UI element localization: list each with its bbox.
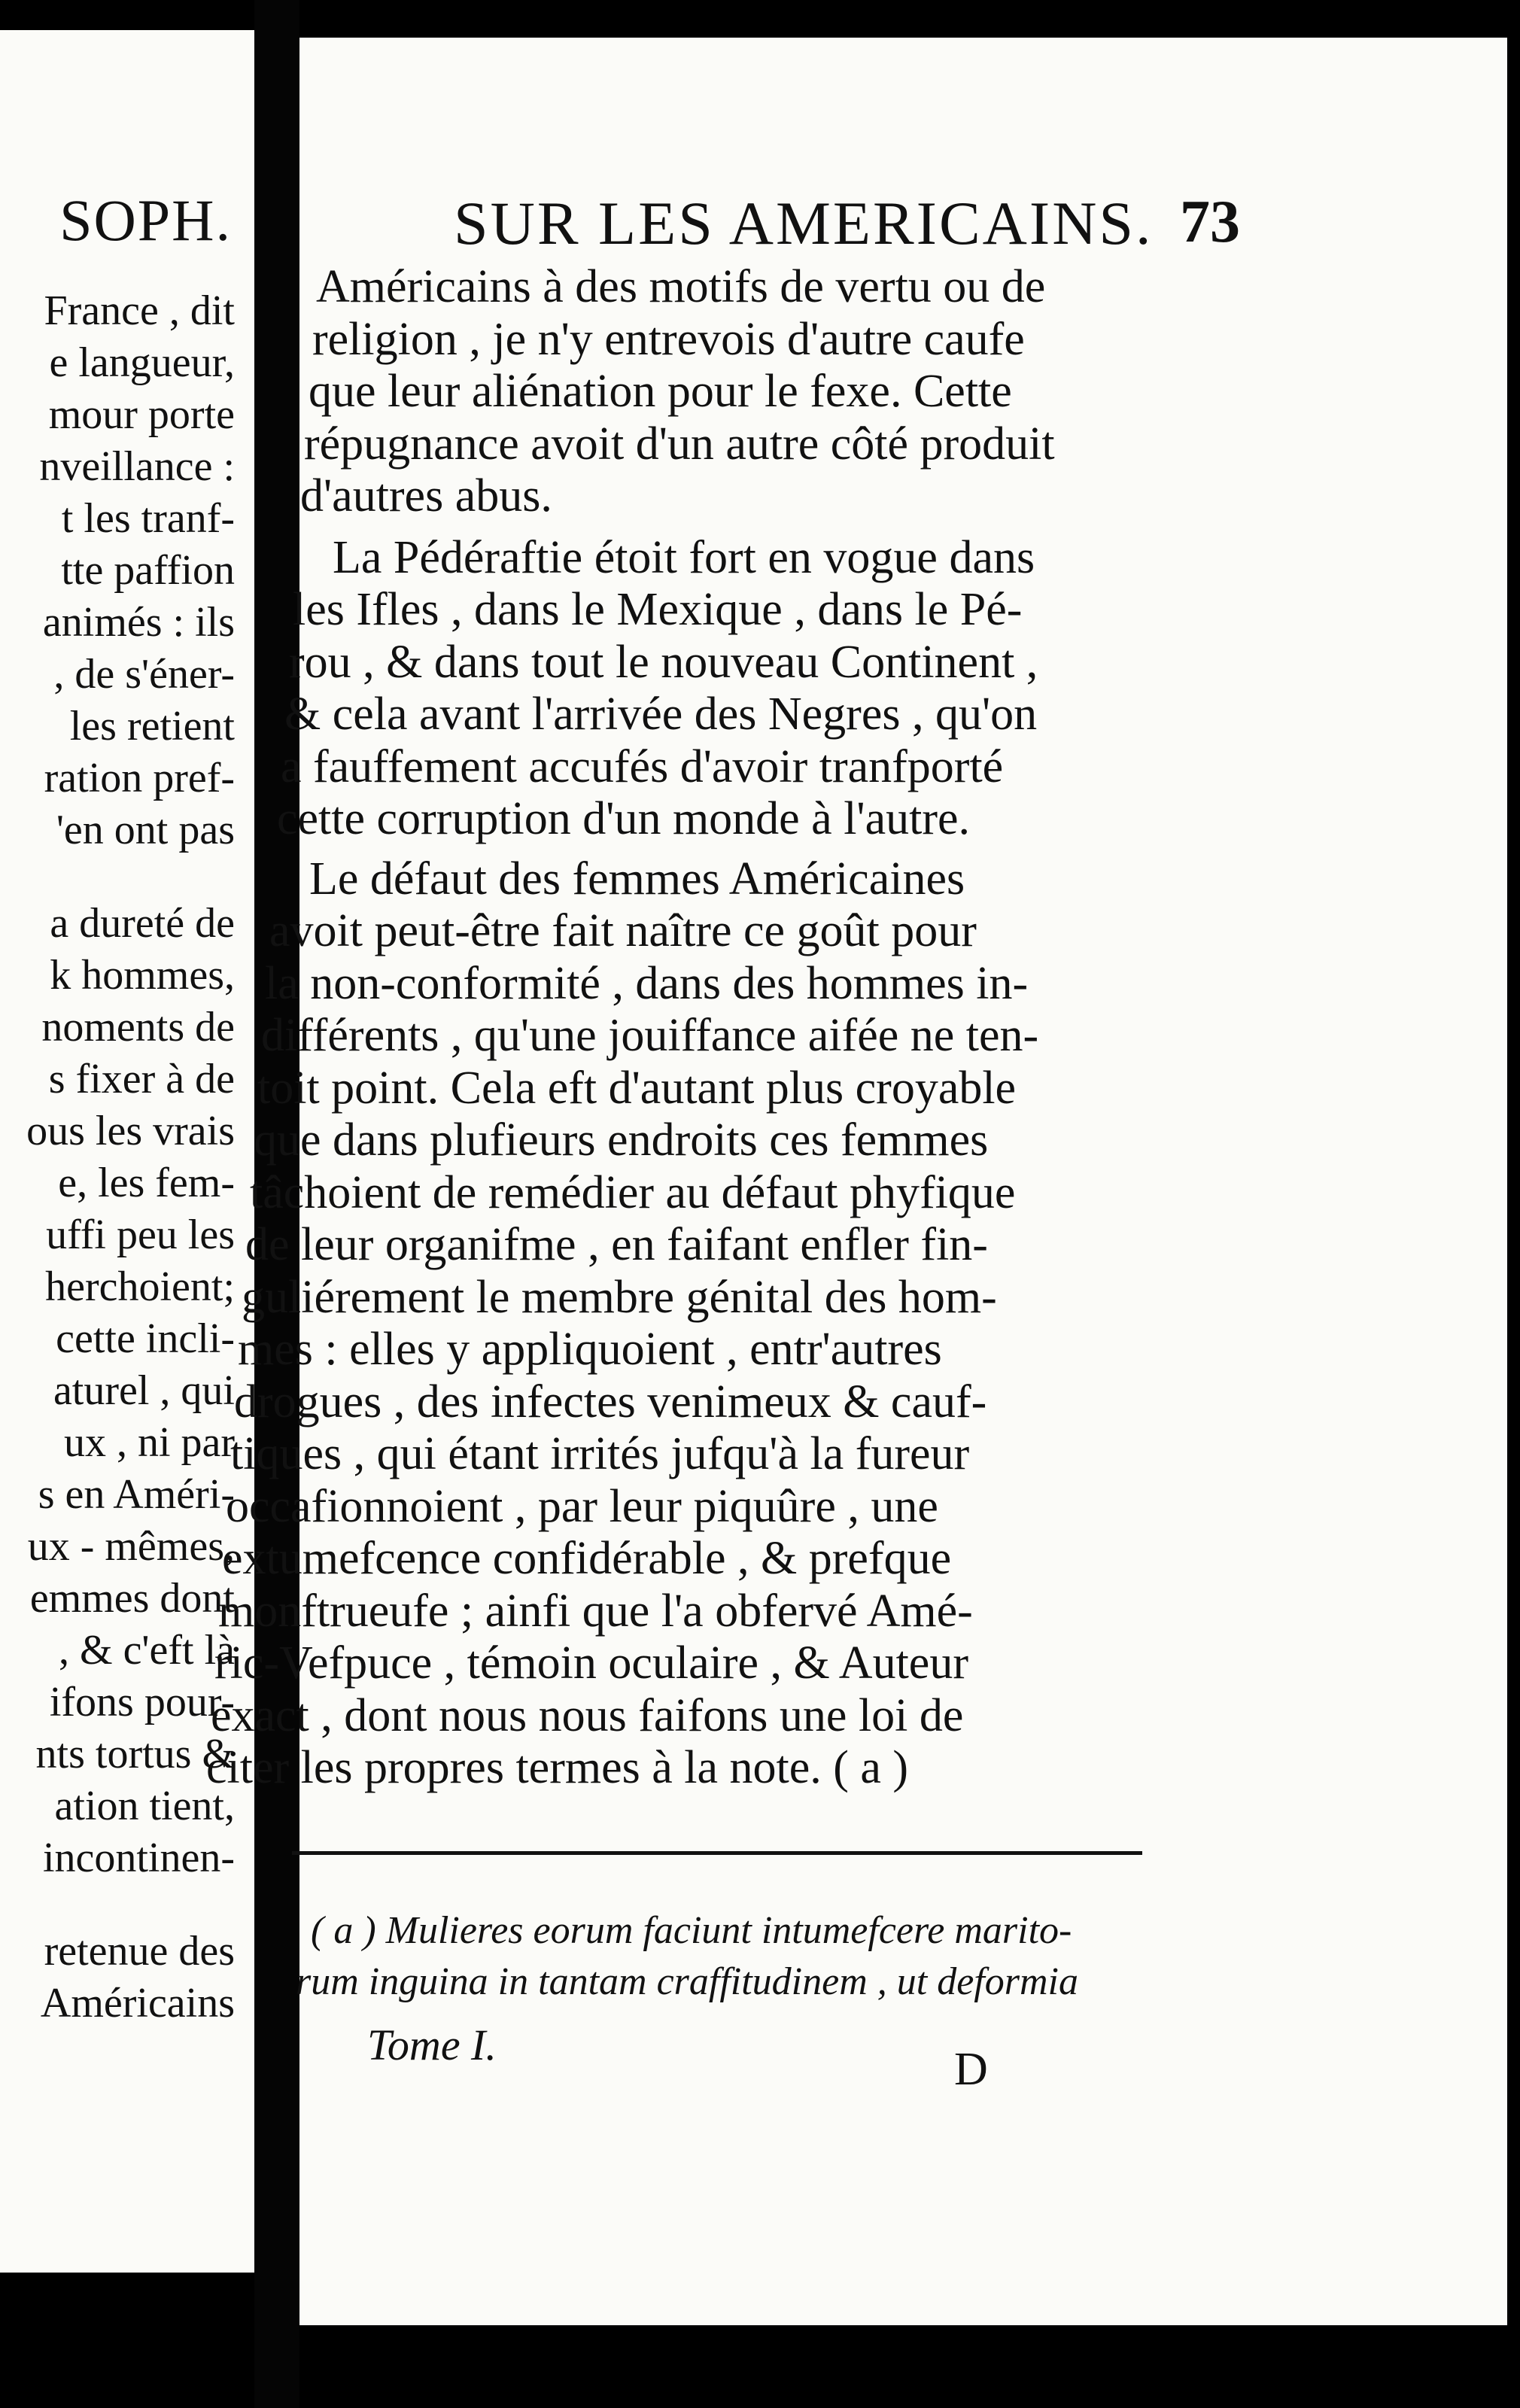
left-text-line: e langueur,	[49, 339, 235, 386]
body-text-line: que leur aliénation pour le fexe. Cette	[309, 366, 1012, 417]
body-text-line: a fauffement accufés d'avoir tranfporté	[281, 741, 1004, 792]
body-text-line: guliérement le membre génital des hom-	[242, 1272, 997, 1323]
left-text-line: ifons pour-	[49, 1679, 235, 1725]
left-text-line: noments de	[41, 1004, 235, 1050]
left-text-line: aturel , qui	[53, 1367, 235, 1414]
left-text-line: ation tient,	[54, 1783, 235, 1829]
body-text-line: extumefcence confidérable , & prefque	[222, 1533, 952, 1584]
left-text-line: mour porte	[48, 391, 235, 438]
body-text-line: que dans plufieurs endroits ces femmes	[254, 1114, 989, 1166]
body-text-line: citer les propres termes à la note. ( a )	[206, 1742, 909, 1793]
body-text-line: tâchoient de remédier au défaut phyfique	[250, 1167, 1016, 1218]
left-text-line: uffi peu les	[46, 1212, 235, 1258]
left-text-line: t les tranf-	[61, 495, 235, 542]
footnote-line: ( a ) Mulieres eorum faciunt intumefcere marito-	[311, 1909, 1072, 1952]
body-text-line: de leur organifme , en faifant enfler fin-	[245, 1219, 988, 1270]
body-text-line: les Ifles , dans le Mexique , dans le Pé-	[293, 584, 1023, 635]
page-number: 73	[1180, 189, 1240, 255]
left-text-line: 'en ont pas	[56, 807, 235, 853]
body-text-line: Américains à des motifs de vertu ou de	[316, 261, 1046, 312]
body-text-line: différents , qu'une jouiffance aifée ne ten-	[261, 1010, 1039, 1061]
body-text-line: la non-conformité , dans des hommes in-	[265, 958, 1029, 1009]
left-running-head: SOPH.	[59, 187, 232, 253]
body-text-line: religion , je n'y entrevois d'autre caufe	[312, 314, 1025, 365]
left-text-line: ux - mêmes,	[27, 1523, 235, 1570]
left-text-line: ux , ni par	[63, 1419, 235, 1466]
footnote-line: rum inguina in tantam craffitudinem , ut deformia	[296, 1960, 1078, 2003]
volume-signature: Tome I.	[367, 2020, 497, 2069]
left-page	[0, 30, 254, 2273]
body-text-line: monftrueufe ; ainfi que l'a obfervé Amé-	[218, 1586, 973, 1637]
body-text-line: ric-Vefpuce , témoin oculaire , & Auteur	[214, 1637, 968, 1689]
left-text-line: s en Améri-	[38, 1471, 235, 1518]
left-text-line: ous les vrais	[26, 1108, 235, 1154]
left-text-line: Américains	[40, 1980, 235, 2026]
body-text-line: tiques , qui étant irrités jufqu'à la fureur	[230, 1428, 970, 1479]
left-text-line: s fixer à de	[48, 1056, 235, 1102]
left-text-line: retenue des	[44, 1928, 235, 1975]
body-text-line: Le défaut des femmes Américaines	[309, 853, 965, 905]
left-text-line: k hommes,	[50, 952, 235, 999]
body-text-line: avoit peut-être fait naître ce goût pour	[269, 905, 977, 956]
right-page	[206, 38, 1507, 2325]
body-text-line: La Pédéraftie étoit fort en vogue dans	[333, 532, 1035, 583]
left-text-line: les retient	[69, 703, 235, 749]
body-text-line: occafionnoient , par leur piquûre , une	[226, 1481, 938, 1532]
footnote-rule	[292, 1851, 1142, 1855]
left-text-line: ration pref-	[44, 755, 235, 801]
left-text-line: incontinen-	[42, 1835, 235, 1881]
gathering-signature: D	[954, 2044, 988, 2095]
body-text-line: exact , dont nous nous faifons une loi de	[211, 1690, 964, 1741]
body-text-line: d'autres abus.	[300, 470, 552, 521]
left-text-line: e, les fem-	[58, 1160, 235, 1206]
left-text-line: nts tortus &	[35, 1731, 235, 1777]
body-text-line: rou , & dans tout le nouveau Continent ,	[289, 637, 1038, 688]
left-text-line: , de s'éner-	[53, 651, 235, 698]
body-text-line: & cela avant l'arrivée des Negres , qu'on	[284, 689, 1038, 740]
left-text-line: cette incli-	[56, 1315, 235, 1362]
body-text-line: drogues , des infectes venimeux & cauf-	[234, 1376, 987, 1427]
left-text-line: France , dit	[44, 287, 235, 334]
left-text-line: a dureté de	[50, 900, 235, 947]
running-head: SUR LES AMERICAINS.	[454, 189, 1154, 257]
body-text-line: répugnance avoit d'un autre côté produit	[304, 418, 1055, 470]
left-text-line: emmes dont	[29, 1575, 235, 1622]
left-text-line: tte paffion	[61, 547, 235, 594]
body-text-line: toit point. Cela eft d'autant plus croyable	[257, 1063, 1017, 1114]
left-text-line: nveillance :	[39, 443, 235, 490]
left-text-line: animés : ils	[42, 599, 235, 646]
body-text-line: mes : elles y appliquoient , entr'autres	[238, 1324, 942, 1375]
body-text-line: cette corruption d'un monde à l'autre.	[277, 793, 971, 844]
left-text-line: herchoient;	[45, 1263, 235, 1310]
left-text-line: , & c'eft là	[59, 1627, 235, 1674]
